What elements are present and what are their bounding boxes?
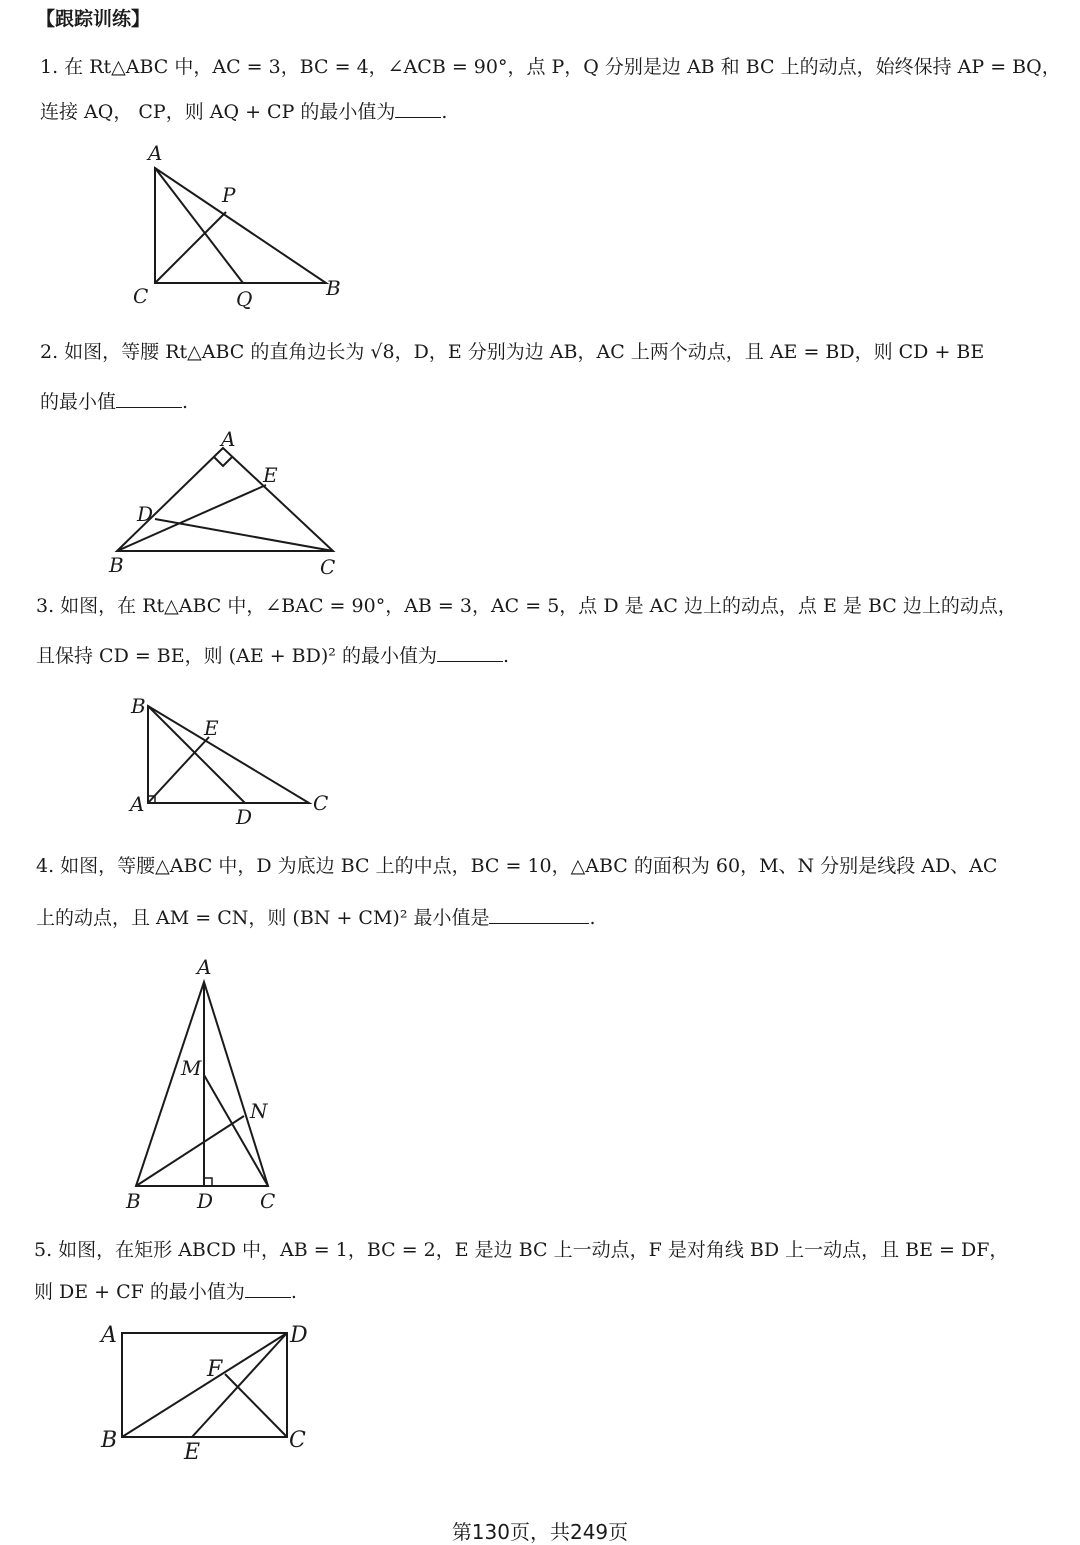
problem-5-text-line2: 则 DE + CF 的最小值为 . <box>34 1281 297 1303</box>
problem-5-text-line1: 5. 如图，在矩形 ABCD 中，AB = 1，BC = 2，E 是边 BC 上一动点，F 是对角线 BD 上一动点，且 BE = DF， <box>34 1239 1009 1261</box>
label-c: C <box>133 284 149 308</box>
label-a: A <box>197 955 212 979</box>
label-b: B <box>326 276 341 300</box>
label-n: N <box>250 1099 268 1123</box>
problem-4-text-line1: 4. 如图，等腰△ABC 中，D 为底边 BC 上的中点，BC = 10，△ABC 的面积为 60，M、N 分别是线段 AD、AC <box>36 855 998 877</box>
label-p: P <box>222 183 236 207</box>
label-a: A <box>148 141 163 165</box>
label-c: C <box>260 1189 276 1213</box>
label-a: A <box>101 1323 117 1348</box>
label-a: A <box>221 427 236 451</box>
label-c: C <box>320 555 336 579</box>
problem-1-text-line1: 1. 在 Rt△ABC 中，AC = 3，BC = 4，∠ACB = 90°，点 P，Q 分别是边 AB 和 BC 上的动点，始终保持 AP = BQ， <box>40 56 1061 78</box>
label-d: D <box>137 502 154 526</box>
label-d: D <box>236 805 253 829</box>
problem-2-text-line1: 2. 如图，等腰 Rt△ABC 的直角边长为 √8，D，E 分别为边 AB，AC 上两个动点，且 AE = BD，则 CD + BE <box>40 341 985 363</box>
label-m: M <box>181 1056 202 1080</box>
problem-3-text-line1: 3. 如图，在 Rt△ABC 中，∠BAC = 90°，AB = 3，AC = 5，点 D 是 AC 边上的动点，点 E 是 BC 边上的动点， <box>36 595 1017 617</box>
label-e: E <box>204 716 219 740</box>
label-b: B <box>101 1428 118 1453</box>
label-b: B <box>126 1189 141 1213</box>
label-c: C <box>289 1428 306 1453</box>
diagonal-bd <box>122 1333 287 1437</box>
label-d: D <box>290 1323 308 1348</box>
problem-4-text-line2: 上的动点，且 AM = CN，则 (BN + CM)² 最小值是 . <box>36 907 596 929</box>
label-c: C <box>313 791 329 815</box>
label-d: D <box>197 1189 214 1213</box>
label-b: B <box>109 553 124 577</box>
section-title: 【跟踪训练】 <box>36 8 151 30</box>
problem-1-text-line2: 连接 AQ， CP，则 AQ + CP 的最小值为 . <box>40 101 448 123</box>
problem-2-text-line2: 的最小值 . <box>40 391 189 413</box>
page-footer: 第130页，共249页 <box>451 1520 629 1544</box>
label-e: E <box>263 463 278 487</box>
label-e: E <box>184 1440 201 1465</box>
label-q: Q <box>236 287 253 311</box>
segment-cf <box>225 1374 287 1437</box>
problem-3-text-line2: 且保持 CD = BE，则 (AE + BD)² 的最小值为 . <box>36 645 509 667</box>
label-f: F <box>207 1357 223 1382</box>
label-a: A <box>130 792 145 816</box>
label-b: B <box>131 694 146 718</box>
